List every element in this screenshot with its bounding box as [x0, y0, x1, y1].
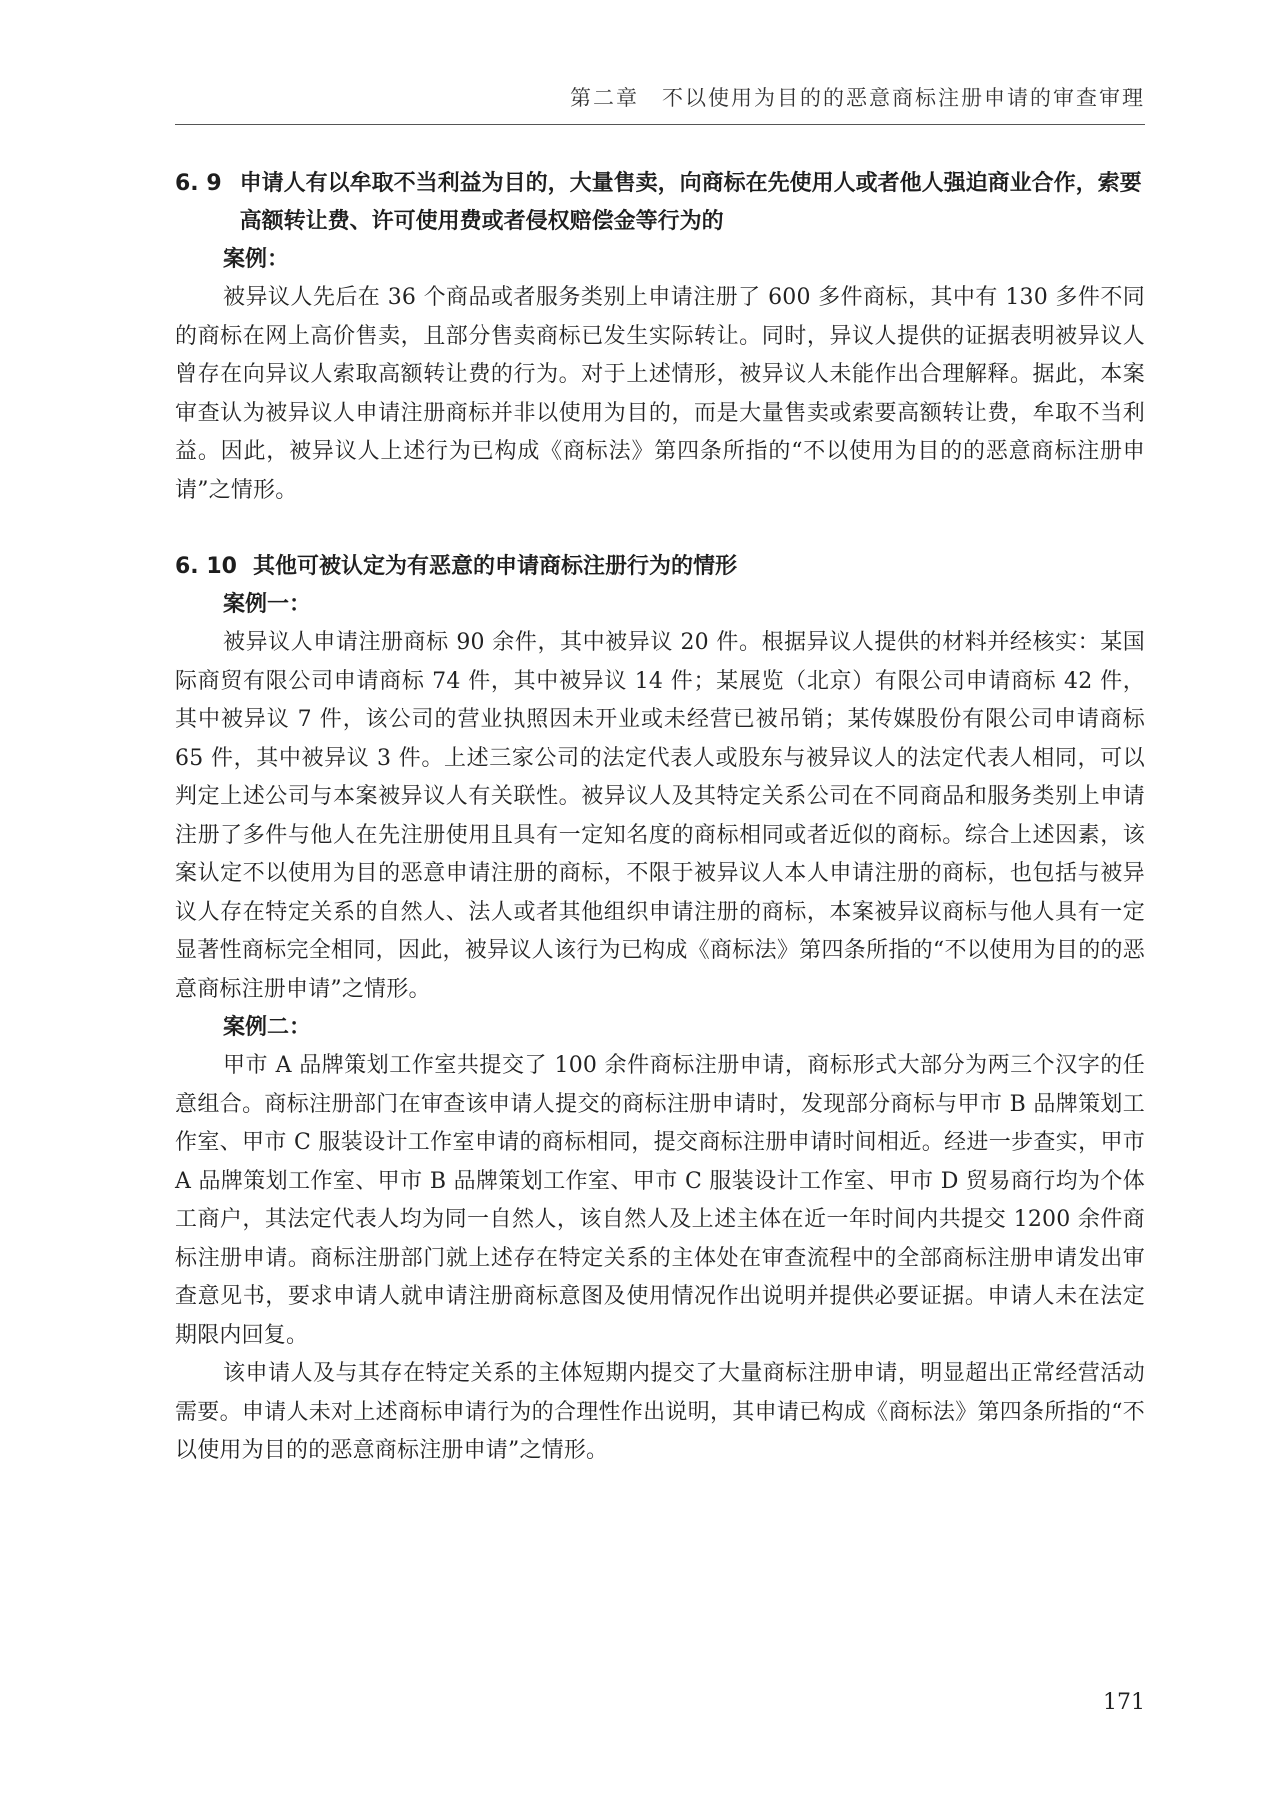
section-spacer [175, 510, 1145, 548]
case-paragraph: 被异议人先后在 36 个商品或者服务类别上申请注册了 600 多件商标，其中有 130 多件不同的商标在网上高价售卖，且部分售卖商标已发生实际转让。同时，异议人提供的证据表明被异议人曾存在向异议人索取高额转让费的行为。对于上述情形，被异议人未能作出合理解释。据此，本案审查认为被异议人申请注册商标并非以使用为目的，而是大量售卖或索要高额转让费，牟取不当利益。因此，被异议人上述行为已构成《商标法》第四条所指的“不以使用为目的的恶意商标注册申请”之情形。 [175, 285, 1145, 503]
case-label: 案例一： [223, 592, 312, 617]
case-label: 案例： [223, 247, 290, 272]
section-title: 其他可被认定为有恶意的申请商标注册行为的情形 [252, 554, 737, 579]
case-paragraph: 甲市 A 品牌策划工作室共提交了 100 余件商标注册申请，商标形式大部分为两三个汉字的任意组合。商标注册部门在审查该申请人提交的商标注册申请时，发现部分商标与甲市 B 品牌策划工作室、甲市 C 服装设计工作室申请的商标相同，提交商标注册申请时间相近。经进一步查实，甲市 A 品牌策划工作室、甲市 B 品牌策划工作室、甲市 C 服装设计工作室、甲市 D 贸易商行均为个体工商户，其法定代表人均为同一自然人，该自然人及上述主体在近一年时间内共提交 1200 余件商标注册申请。商标注册部门就上述存在特定关系的主体处在审查流程中的全部商标注册申请发出审查意见书，要求申请人就申请注册商标意图及使用情况作出说明并提供必要证据。申请人未在法定期限内回复。 [175, 1053, 1145, 1348]
section-heading-6-9 [175, 165, 1145, 241]
section-heading-6-10 [175, 548, 1145, 586]
section-title: 申请人有以牟取不当利益为目的，大量售卖，向商标在先使用人或者他人强迫商业合作，索要高额转让费、许可使用费或者侵权赔偿金等行为的 [239, 171, 1142, 234]
running-header: 第二章 不以使用为目的的恶意商标注册申请的审查审理 [570, 86, 1145, 110]
case-paragraph: 被异议人申请注册商标 90 余件，其中被异议 20 件。根据异议人提供的材料并经核实：某国际商贸有限公司申请商标 74 件，其中被异议 14 件；某展览（北京）有限公司申请商标 42 件，其中被异议 7 件，该公司的营业执照因未开业或未经营已被吊销；某传媒股份有限公司申请商标 65 件，其中被异议 3 件。上述三家公司的法定代表人或股东与被异议人的法定代表人相同，可以判定上述公司与本案被异议人有关联性。被异议人及其特定关系公司在不同商品和服务类别上申请注册了多件与他人在先注册使用且具有一定知名度的商标相同或者近似的商标。综合上述因素，该案认定不以使用为目的恶意申请注册的商标，不限于被异议人本人申请注册的商标，也包括与被异议人存在特定关系的自然人、法人或者其他组织申请注册的商标，本案被异议商标与他人具有一定显著性商标完全相同，因此，被异议人该行为已构成《商标法》第四条所指的“不以使用为目的的恶意商标注册申请”之情形。 [175, 630, 1145, 1002]
section-number: 6. 10 [175, 554, 237, 579]
page-number: 171 [1103, 1690, 1145, 1715]
page-content [175, 165, 1145, 1471]
section-number: 6. 9 [175, 171, 222, 196]
header-rule [175, 124, 1145, 125]
case-paragraph: 该申请人及与其存在特定关系的主体短期内提交了大量商标注册申请，明显超出正常经营活动需要。申请人未对上述商标申请行为的合理性作出说明，其申请已构成《商标法》第四条所指的“不以使用为目的的恶意商标注册申请”之情形。 [175, 1361, 1145, 1463]
case-label: 案例二： [223, 1015, 312, 1040]
